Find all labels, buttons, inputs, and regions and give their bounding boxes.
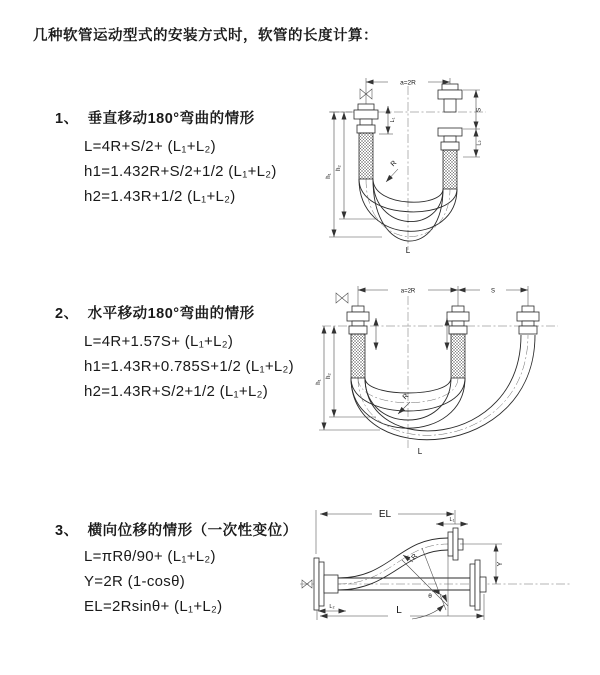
dim-label-s: S [490, 288, 496, 295]
angle-construction [402, 548, 448, 619]
braid-section [359, 133, 373, 179]
section3-number: 3、 [55, 523, 79, 539]
dim-label-l1: L₁ [449, 517, 455, 523]
formula-EL: EL=2Rsinθ+ (L₁+L₂) [84, 598, 223, 615]
dim-label-a2r: a=2R [400, 288, 416, 295]
formula-h1: h1=1.43R+0.785S+1/2 (L₁+L₂) [84, 358, 294, 375]
dim-label-l1: L₁ [390, 117, 396, 123]
hose-curves [351, 335, 535, 440]
dim-label-s: S [475, 107, 483, 113]
radius-label: R [389, 159, 399, 169]
left-flange-fitting [347, 306, 369, 378]
section2-formulas [84, 329, 294, 404]
formula-L: L=πRθ/90+ (L₁+L₂) [84, 548, 216, 565]
dim-label-l2: L₂ [329, 604, 335, 610]
section1-heading [55, 107, 255, 128]
formula-L: L=4R+S/2+ (L₁+L₂) [84, 138, 216, 155]
hose-diagram-horizontal-180 [310, 278, 570, 458]
length-label: L [405, 246, 411, 255]
right-flange-fitting [470, 560, 486, 610]
length-label: L [396, 605, 402, 616]
section2-number: 2、 [55, 306, 79, 322]
length-label: L [417, 447, 423, 456]
right-flange-fitting [517, 306, 539, 334]
dim-label-a2r: a=2R [400, 79, 416, 87]
hose-diagram-lateral-displacement [296, 498, 576, 648]
section2-title: 水平移动180°弯曲的情形 [87, 306, 255, 322]
formula-h1: h1=1.432R+S/2+1/2 (L₁+L₂) [84, 163, 277, 180]
section3-title: 横向位移的情形（一次性变位） [87, 523, 298, 539]
formula-h2: h2=1.43R+1/2 (L₁+L₂) [84, 188, 236, 205]
braid-section [351, 334, 365, 378]
left-flange-fitting [314, 558, 338, 610]
dim-label-h1: h₁ [326, 173, 332, 179]
page-title: 几种软管运动型式的安装方式时，软管的长度计算： [33, 28, 378, 44]
valve-icon [336, 293, 348, 303]
radius-label: R [410, 552, 420, 562]
dim-label-h2: h₂ [336, 165, 342, 171]
section3-formulas [84, 544, 222, 619]
right-flange-fitting [438, 84, 462, 189]
hose-diagram-vertical-180 [308, 66, 558, 256]
centerlines [330, 86, 486, 250]
dim-label-h2: h₂ [326, 373, 332, 379]
dim-label-y: Y [497, 561, 504, 567]
left-flange-fitting [354, 104, 378, 179]
section3-heading [55, 519, 298, 540]
displaced-hose-curve [338, 538, 448, 590]
dim-label-l2: L₂ [476, 140, 483, 146]
middle-flange-fitting [447, 306, 469, 378]
braid-section [451, 334, 465, 378]
angle-label: θ [428, 593, 432, 600]
section1-formulas [84, 134, 277, 209]
section2-heading [55, 302, 255, 323]
section1-title: 垂直移动180°弯曲的情形 [87, 111, 255, 127]
dim-label-el: EL [378, 509, 392, 520]
formula-h2: h2=1.43R+S/2+1/2 (L₁+L₂) [84, 383, 269, 400]
dimension-lines [319, 286, 528, 430]
section1-number: 1、 [55, 111, 79, 127]
dim-label-h1: h₁ [316, 379, 322, 385]
formula-Y: Y=2R (1-cosθ) [84, 573, 186, 590]
formula-L: L=4R+1.57S+ (L₁+L₂) [84, 333, 234, 350]
radius-label: R [401, 392, 411, 402]
dimension-labels [326, 80, 483, 256]
braid-section [443, 150, 457, 189]
